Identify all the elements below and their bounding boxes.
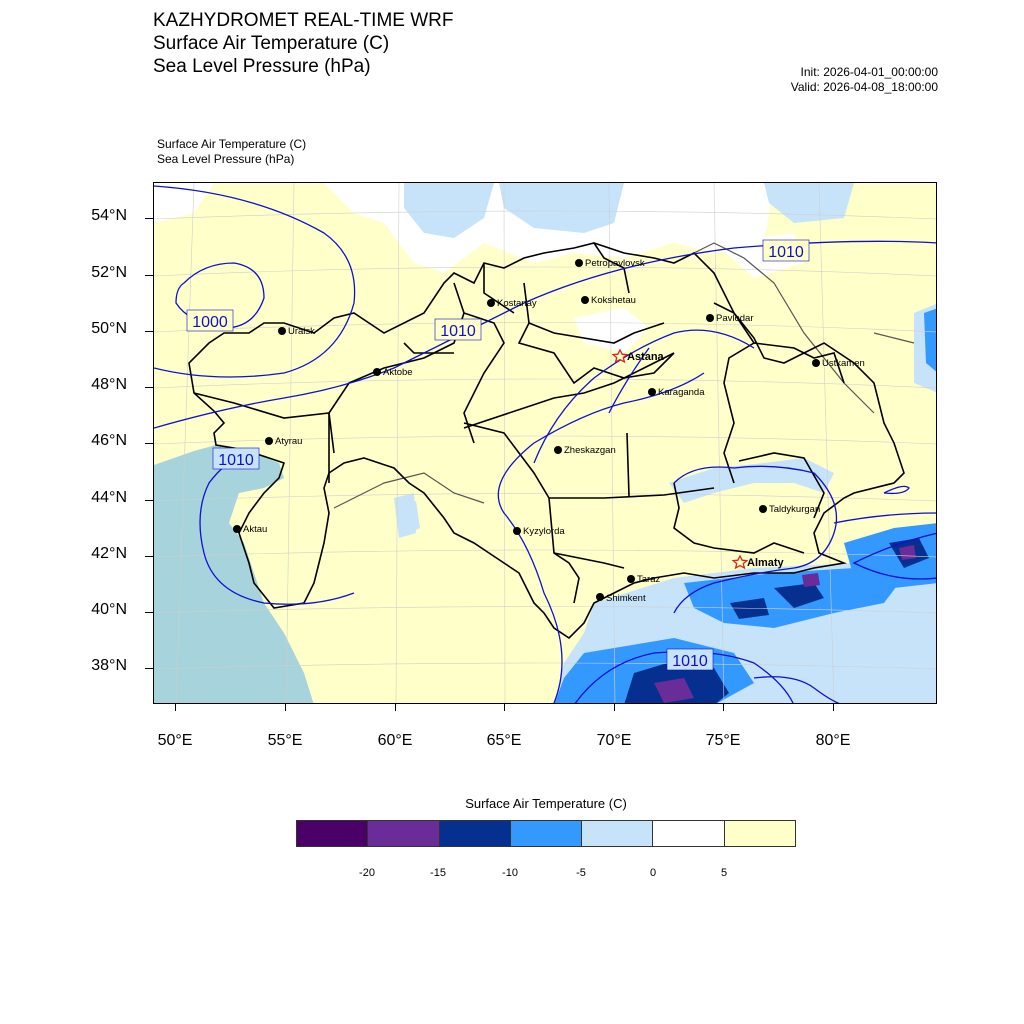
colorbar-box: [511, 821, 582, 846]
lat-label: 44°N: [91, 489, 127, 506]
lat-tick: [145, 556, 153, 557]
colorbar-box: [653, 821, 724, 846]
city-label: Petropavlovsk: [585, 258, 645, 269]
lat-tick: [145, 218, 153, 219]
lat-label: 42°N: [91, 545, 127, 562]
colorbar-tick: -10: [502, 867, 518, 879]
isobar-label: 1010: [440, 323, 476, 340]
lat-tick: [145, 500, 153, 501]
lat-label: 52°N: [91, 264, 127, 281]
lat-tick: [145, 668, 153, 669]
city-marker: [513, 527, 521, 535]
init-time: Init: 2026-04-01_00:00:00: [800, 65, 938, 79]
city-label: Kokshetau: [591, 295, 636, 306]
map-panel: [153, 182, 937, 704]
city-marker: [759, 505, 767, 513]
lon-label: 55°E: [267, 732, 303, 749]
city-marker: [812, 359, 820, 367]
isobar-label: 1000: [192, 314, 228, 331]
map-subtitle-pressure: Sea Level Pressure (hPa): [153, 56, 371, 77]
lon-tick: [175, 704, 176, 711]
lon-tick: [504, 704, 505, 711]
city-label: Shimkent: [606, 593, 646, 604]
lon-label: 50°E: [157, 732, 193, 749]
colorbar-box: [368, 821, 439, 846]
lat-label: 46°N: [91, 432, 127, 449]
run-info: [791, 65, 938, 95]
field-label-pressure: Sea Level Pressure (hPa): [157, 152, 295, 166]
city-label: Atyrau: [275, 436, 303, 447]
colorbar-box: [440, 821, 511, 846]
field-label-temperature: Surface Air Temperature (C): [157, 137, 307, 151]
colorbar-title: Surface Air Temperature (C): [465, 796, 627, 811]
city-marker: [575, 259, 583, 267]
lon-label: 80°E: [815, 732, 851, 749]
isobar-label: 1010: [672, 653, 708, 670]
lon-label: 75°E: [705, 732, 741, 749]
colorbar-box: [725, 821, 795, 846]
map-title: KAZHYDROMET REAL-TIME WRF: [153, 10, 454, 31]
lon-tick: [614, 704, 615, 711]
city-label: Zheskazgan: [564, 445, 616, 456]
temp-region-extreme: [802, 573, 820, 587]
city-marker: [278, 327, 286, 335]
lat-tick: [145, 612, 153, 613]
city-label: Astana: [627, 351, 664, 363]
city-label: Kyzylorda: [523, 526, 565, 537]
colorbar-tick: -5: [576, 867, 586, 879]
lat-label: 54°N: [91, 207, 127, 224]
city-label: Aktau: [243, 524, 268, 535]
city-marker: [648, 388, 656, 396]
city-label: Taldykurgan: [769, 504, 821, 515]
colorbar-tick: 5: [720, 867, 728, 879]
city-marker: [596, 593, 604, 601]
city-label: Kostanay: [497, 298, 537, 309]
lon-label: 60°E: [377, 732, 413, 749]
colorbar: [296, 820, 796, 847]
city-marker: [233, 525, 241, 533]
lon-label: 70°E: [596, 732, 632, 749]
lat-tick: [145, 331, 153, 332]
colorbar-tick: -15: [430, 867, 446, 879]
city-label: Almaty: [747, 557, 784, 569]
city-marker: [265, 437, 273, 445]
city-marker: [706, 314, 714, 322]
map-svg: [154, 183, 937, 704]
lon-tick: [723, 704, 724, 711]
city-label: Uralsk: [288, 326, 315, 337]
colorbar-tick: -20: [359, 867, 375, 879]
city-label: Aktobe: [383, 367, 413, 378]
colorbar-tick: 0: [649, 867, 657, 879]
city-label: Pavlodar: [716, 313, 754, 324]
isobar-label: 1010: [768, 244, 804, 261]
city-marker: [487, 299, 495, 307]
city-label: Ustkamen: [822, 358, 865, 369]
lat-label: 48°N: [91, 376, 127, 393]
city-marker: [581, 296, 589, 304]
lon-label: 65°E: [486, 732, 522, 749]
city-label: Taraz: [637, 574, 661, 585]
title-block: [153, 9, 454, 78]
lat-tick: [145, 275, 153, 276]
lat-tick: [145, 443, 153, 444]
lat-label: 50°N: [91, 320, 127, 337]
valid-time: Valid: 2026-04-08_18:00:00: [790, 80, 938, 94]
city-marker: [627, 575, 635, 583]
field-labels: [157, 137, 306, 167]
lat-label: 38°N: [91, 657, 127, 674]
colorbar-box: [297, 821, 368, 846]
lon-tick: [285, 704, 286, 711]
city-marker: [373, 368, 381, 376]
lat-label: 40°N: [91, 601, 127, 618]
lon-tick: [395, 704, 396, 711]
city-label: Karaganda: [658, 387, 705, 398]
city-marker: [554, 446, 562, 454]
lat-tick: [145, 387, 153, 388]
isobar-label: 1010: [218, 452, 254, 469]
colorbar-box: [582, 821, 653, 846]
lon-tick: [833, 704, 834, 711]
map-subtitle-temperature: Surface Air Temperature (C): [153, 33, 390, 54]
